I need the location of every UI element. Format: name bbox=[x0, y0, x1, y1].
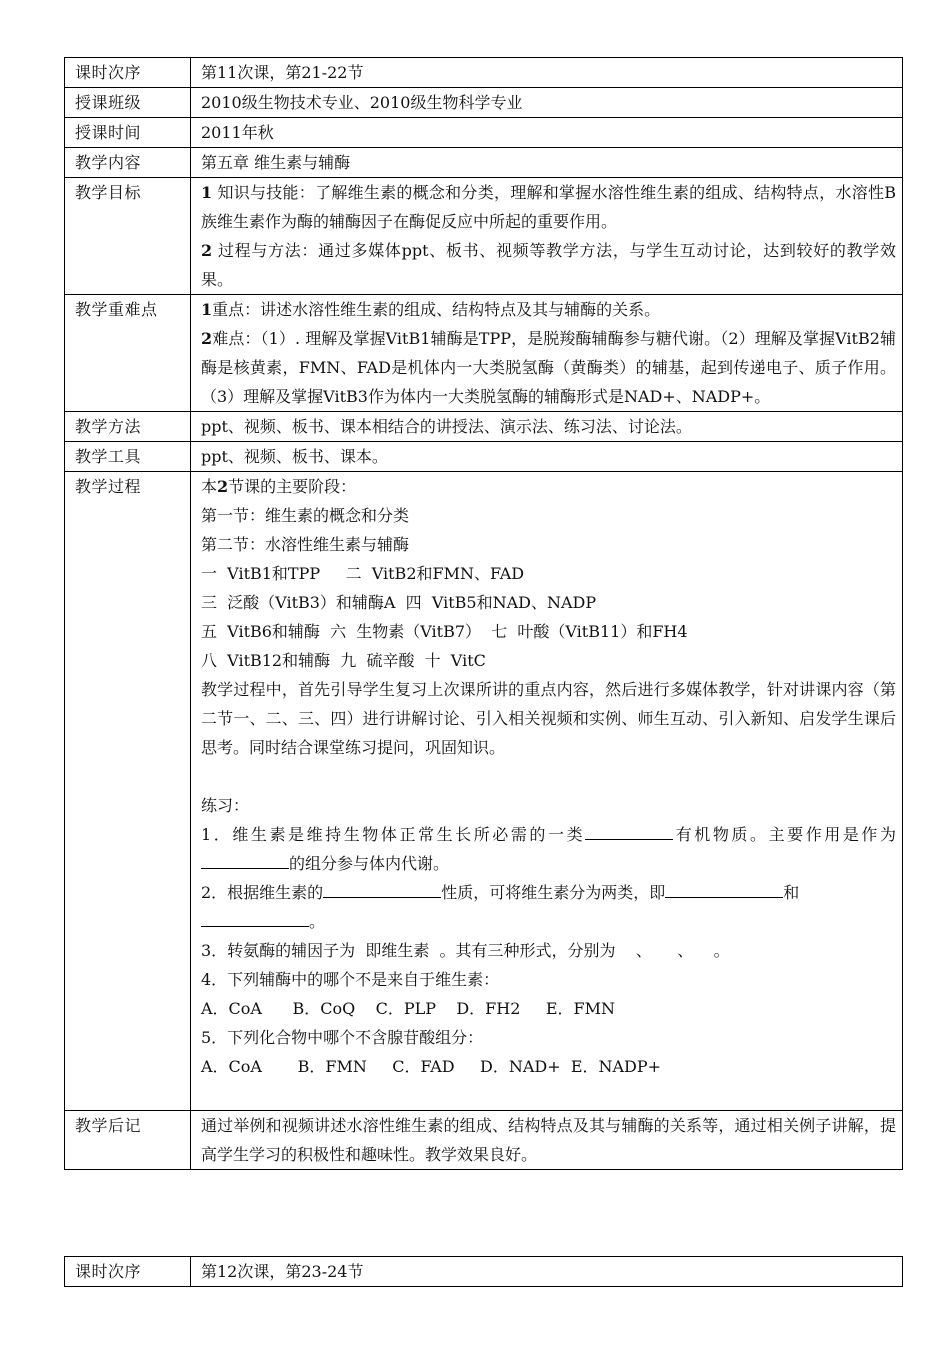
process-summary: 教学过程中，首先引导学生复习上次课所讲的重点内容，然后进行多媒体教学，针对讲课内容（第二节一、二、三、四）进行讲解讨论、引入相关视频和实例、师生互动、引入新知、启发学生课后思考。同时结合课堂练习提问，巩固知识。 bbox=[201, 680, 896, 757]
answer-blank bbox=[585, 821, 673, 840]
row-label: 课时次序 bbox=[65, 58, 191, 88]
keypoint-paragraph bbox=[201, 295, 896, 324]
question-text: 的组分参与体内代谢。 bbox=[289, 854, 450, 873]
question-text: 。 bbox=[309, 912, 326, 931]
objective-paragraph bbox=[201, 178, 896, 236]
process-line: 第二节：水溶性维生素与辅酶 bbox=[201, 535, 410, 554]
row-process bbox=[65, 472, 903, 1111]
process-line: 第一节：维生素的概念和分类 bbox=[201, 506, 410, 525]
exercise-question-5: 5．下列化合物中哪个不含腺苷酸组分： bbox=[201, 1028, 484, 1047]
lesson-plan-table-12 bbox=[64, 1256, 903, 1287]
question-text: 1．维生素是维持生物体正常生长所必需的一类 bbox=[201, 825, 586, 844]
process-intro bbox=[201, 472, 896, 501]
row-label: 授课时间 bbox=[65, 118, 191, 148]
intro-number: 2 bbox=[217, 477, 229, 496]
question-text: 性质，可将维生素分为两类，即 bbox=[441, 883, 666, 902]
row-label: 教学内容 bbox=[65, 148, 191, 178]
row-value: 第12次课，第23-24节 bbox=[191, 1257, 903, 1287]
paragraph-number: 2 bbox=[201, 329, 213, 348]
row-value bbox=[191, 295, 903, 412]
exercise-question-2 bbox=[201, 878, 896, 936]
paragraph-text: 难点：（1）. 理解及掌握VitB1辅酶是TPP，是脱羧酶辅酶参与糖代谢。（2）理解及掌握VitB2辅酶是核黄素，FMN、FAD是机体内一大类脱氢酶（黄酶类）的辅基，起到传递电子、质子作用。（3）理解及掌握VitB3作为体内一大类脱氢酶的辅酶形式是NAD+、NADP+。 bbox=[201, 329, 896, 406]
paragraph-text: 重点：讲述水溶性维生素的组成、结构特点及其与辅酶的关系。 bbox=[212, 300, 661, 319]
exercise-options-5: A．CoA B．FMN C．FAD D．NAD+ E．NADP+ bbox=[201, 1057, 662, 1076]
intro-text: 本 bbox=[201, 477, 218, 496]
keypoint-paragraph bbox=[201, 324, 896, 411]
answer-blank bbox=[201, 850, 289, 869]
exercise-question-3: 3．转氨酶的辅因子为 即维生素 。其有三种形式，分别为 、 、 。 bbox=[201, 941, 730, 960]
row-tools bbox=[65, 442, 903, 472]
row-reflection bbox=[65, 1111, 903, 1170]
row-objectives bbox=[65, 178, 903, 295]
process-line: 五 VitB6和辅酶 六 生物素（VitB7） 七 叶酸（VitB11）和FH4 bbox=[201, 622, 688, 641]
row-label: 教学过程 bbox=[65, 472, 191, 1111]
paragraph-number: 1 bbox=[201, 300, 213, 319]
reflection-text: 通过举例和视频讲述水溶性维生素的组成、结构特点及其与辅酶的关系等，通过相关例子讲解，提高学生学习的积极性和趣味性。教学效果良好。 bbox=[201, 1116, 896, 1164]
process-line: 八 VitB12和辅酶 九 硫辛酸 十 VitC bbox=[201, 651, 486, 670]
spacer bbox=[201, 1081, 896, 1110]
row-value: ppt、视频、板书、课本。 bbox=[191, 442, 903, 472]
answer-blank bbox=[323, 879, 441, 898]
row-session bbox=[65, 1257, 903, 1287]
row-value: 2010级生物技术专业、2010级生物科学专业 bbox=[191, 88, 903, 118]
row-value: 2011年秋 bbox=[191, 118, 903, 148]
row-value: ppt、视频、板书、课本相结合的讲授法、演示法、练习法、讨论法。 bbox=[191, 412, 903, 442]
lesson-plan-table-11 bbox=[64, 57, 903, 1170]
row-time bbox=[65, 118, 903, 148]
row-value bbox=[191, 1111, 903, 1170]
row-label: 课时次序 bbox=[65, 1257, 191, 1287]
exercise-question-4: 4．下列辅酶中的哪个不是来自于维生素： bbox=[201, 970, 500, 989]
row-value: 第11次课，第21-22节 bbox=[191, 58, 903, 88]
exercise-options-4: A．CoA B．CoQ C．PLP D．FH2 E．FMN bbox=[201, 999, 615, 1018]
row-value: 第五章 维生素与辅酶 bbox=[191, 148, 903, 178]
paragraph-text: 过程与方法：通过多媒体ppt、板书、视频等教学方法，与学生互动讨论，达到较好的教学效果。 bbox=[201, 241, 897, 289]
row-label: 教学重难点 bbox=[65, 295, 191, 412]
paragraph-number: 2 bbox=[201, 241, 213, 260]
question-text: 和 bbox=[783, 883, 800, 902]
row-class bbox=[65, 88, 903, 118]
row-session bbox=[65, 58, 903, 88]
process-line: 三 泛酸（VitB3）和辅酶A 四 VitB5和NAD、NADP bbox=[201, 593, 597, 612]
answer-blank bbox=[665, 879, 783, 898]
exercise-title: 练习： bbox=[201, 796, 250, 815]
row-label: 教学工具 bbox=[65, 442, 191, 472]
row-label: 教学方法 bbox=[65, 412, 191, 442]
question-text: 有机物质。主要作用是作为 bbox=[673, 825, 896, 844]
answer-blank bbox=[201, 908, 309, 927]
row-label: 教学目标 bbox=[65, 178, 191, 295]
row-keypoints bbox=[65, 295, 903, 412]
row-label: 授课班级 bbox=[65, 88, 191, 118]
row-methods bbox=[65, 412, 903, 442]
paragraph-text: 知识与技能：了解维生素的概念和分类，理解和掌握水溶性维生素的组成、结构特点，水溶性B族维生素作为酶的辅酶因子在酶促反应中所起的重要作用。 bbox=[201, 183, 896, 231]
paragraph-number: 1 bbox=[201, 183, 213, 202]
row-content bbox=[65, 148, 903, 178]
spacer bbox=[201, 762, 896, 791]
objective-paragraph bbox=[201, 236, 896, 294]
intro-text: 节课的主要阶段： bbox=[228, 477, 357, 496]
question-text: 2．根据维生素的 bbox=[201, 883, 324, 902]
row-value bbox=[191, 178, 903, 295]
process-line: 一 VitB1和TPP 二 VitB2和FMN、FAD bbox=[201, 564, 525, 583]
row-label: 教学后记 bbox=[65, 1111, 191, 1170]
exercise-question-1 bbox=[201, 820, 896, 878]
row-value bbox=[191, 472, 903, 1111]
